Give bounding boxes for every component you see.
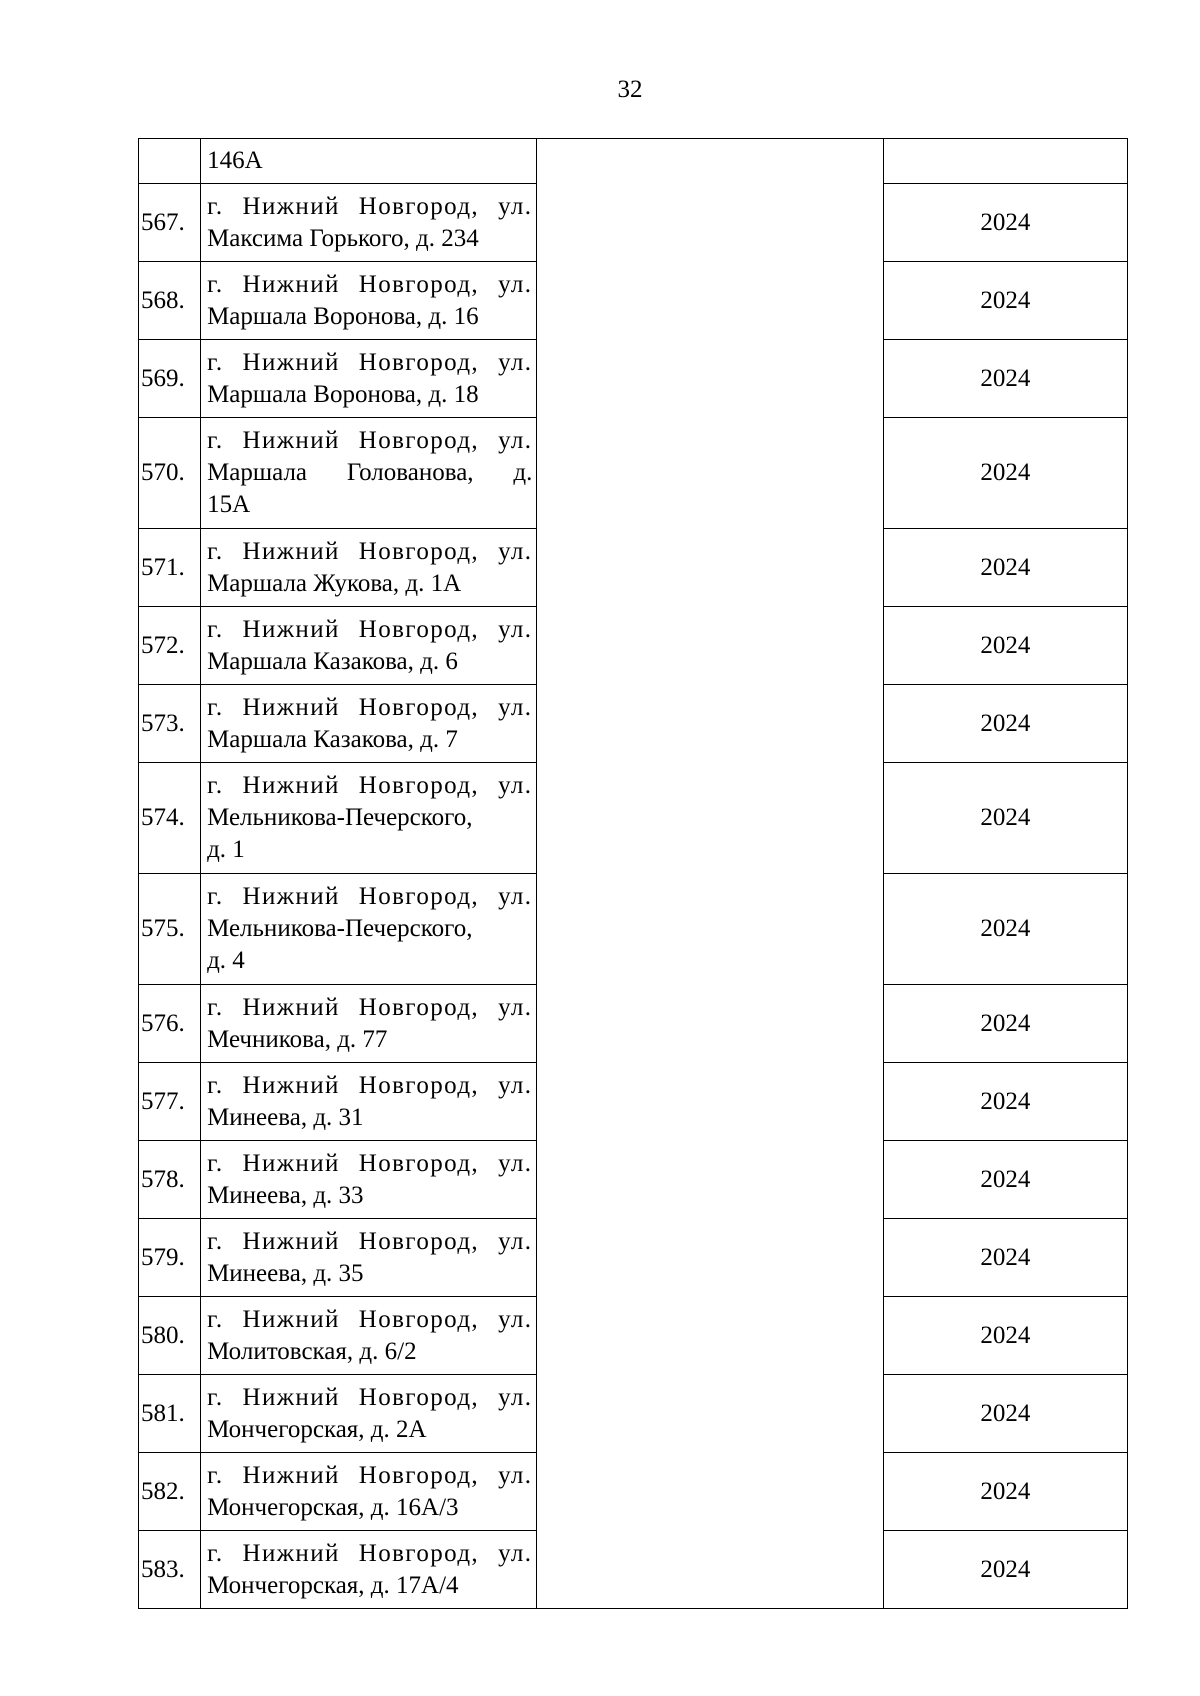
address-line-city: г. Нижний Новгород, ул. <box>207 1305 533 1333</box>
year-cell: 2024 <box>883 1063 1127 1141</box>
address-line-street: Маршала Казакова, д. 6 <box>207 647 458 675</box>
address-line-city: г. Нижний Новгород, ул. <box>207 1383 533 1411</box>
address-line-city: г. Нижний Новгород, ул. <box>207 348 533 376</box>
address-cell <box>201 1453 537 1531</box>
row-number: 573. <box>139 685 201 763</box>
address-line-city: г. Нижний Новгород, ул. <box>207 537 533 565</box>
address-cell <box>201 1141 537 1219</box>
address-line-city: г. Нижний Новгород, ул. <box>207 1461 533 1489</box>
address-cell <box>201 340 537 418</box>
address-line-city: г. Нижний Новгород, ул. <box>207 1539 533 1567</box>
row-number: 572. <box>139 607 201 685</box>
row-number: 582. <box>139 1453 201 1531</box>
address-cell <box>201 1531 537 1609</box>
row-number: 583. <box>139 1531 201 1609</box>
address-line-street: Максима Горького, д. 234 <box>207 224 479 252</box>
year-cell: 2024 <box>883 184 1127 262</box>
address-line-city: г. Нижний Новгород, ул. <box>207 883 533 910</box>
address-cell <box>201 1219 537 1297</box>
row-number: 567. <box>139 184 201 262</box>
year-cell: 2024 <box>883 262 1127 340</box>
address-table-body <box>139 139 1128 1609</box>
year-cell: 2024 <box>883 418 1127 529</box>
address-cell <box>201 607 537 685</box>
row-number: 576. <box>139 985 201 1063</box>
address-line-city: г. Нижний Новгород, ул. <box>207 427 533 454</box>
year-cell: 2024 <box>883 1219 1127 1297</box>
address-line-city: г. Нижний Новгород, ул. <box>207 1149 533 1177</box>
address-line-city: г. Нижний Новгород, ул. <box>207 993 533 1021</box>
address-line-street: Мельникова-Печерского, <box>207 804 473 831</box>
address-cell <box>201 685 537 763</box>
row-number-cell <box>139 139 201 184</box>
year-cell: 2024 <box>883 874 1127 985</box>
address-line-street: Мельникова-Печерского, <box>207 915 473 942</box>
address-line-city: г. Нижний Новгород, ул. <box>207 693 533 721</box>
year-cell: 2024 <box>883 1375 1127 1453</box>
address-table <box>138 138 1128 1609</box>
address-line-city: г. Нижний Новгород, ул. <box>207 615 533 643</box>
address-cell <box>201 1297 537 1375</box>
address-cell <box>201 139 537 184</box>
year-cell <box>883 139 1127 184</box>
row-number: 577. <box>139 1063 201 1141</box>
row-number: 570. <box>139 418 201 529</box>
address-cell <box>201 262 537 340</box>
address-line-city: г. Нижний Новгород, ул. <box>207 772 533 799</box>
address-line-city: г. Нижний Новгород, ул. <box>207 192 533 220</box>
address-line-house: д. 4 <box>207 947 245 974</box>
address-cell <box>201 985 537 1063</box>
row-number: 580. <box>139 1297 201 1375</box>
address-line-street: Минеева, д. 31 <box>207 1103 364 1131</box>
year-cell: 2024 <box>883 685 1127 763</box>
address-line-street: Минеева, д. 33 <box>207 1181 364 1209</box>
row-number: 578. <box>139 1141 201 1219</box>
address-line-street: Маршала Жукова, д. 1А <box>207 569 462 597</box>
address-line-street: Маршала Воронова, д. 16 <box>207 302 479 330</box>
year-cell: 2024 <box>883 985 1127 1063</box>
address-cell <box>201 418 537 529</box>
address-line-city: г. Нижний Новгород, ул. <box>207 1071 533 1099</box>
year-cell: 2024 <box>883 1141 1127 1219</box>
address-line-street: Мончегорская, д. 2А <box>207 1415 427 1443</box>
blank-merged-cell <box>537 139 883 1609</box>
address-cell <box>201 184 537 262</box>
address-line-house: 15А <box>207 491 251 518</box>
row-number: 571. <box>139 529 201 607</box>
row-number: 575. <box>139 874 201 985</box>
address-line-street: Маршала Голованова, д. <box>207 459 533 486</box>
address-line-street: Маршала Казакова, д. 7 <box>207 725 458 753</box>
year-cell: 2024 <box>883 1531 1127 1609</box>
year-cell: 2024 <box>883 340 1127 418</box>
address-line-street: Мончегорская, д. 16А/3 <box>207 1493 459 1521</box>
year-cell: 2024 <box>883 1297 1127 1375</box>
year-cell: 2024 <box>883 1453 1127 1531</box>
address-line: 146А <box>207 147 263 174</box>
address-line-street: Мечникова, д. 77 <box>207 1025 388 1053</box>
address-line-house: д. 1 <box>207 836 245 863</box>
address-cell <box>201 529 537 607</box>
address-line-city: г. Нижний Новгород, ул. <box>207 1227 533 1255</box>
address-line-street: Мончегорская, д. 17А/4 <box>207 1571 459 1599</box>
address-cell <box>201 1375 537 1453</box>
row-number: 581. <box>139 1375 201 1453</box>
address-cell <box>201 1063 537 1141</box>
address-line-city: г. Нижний Новгород, ул. <box>207 270 533 298</box>
address-cell <box>201 874 537 985</box>
table-row-continuation <box>139 139 1128 184</box>
year-cell: 2024 <box>883 607 1127 685</box>
address-cell <box>201 763 537 874</box>
year-cell: 2024 <box>883 529 1127 607</box>
row-number: 579. <box>139 1219 201 1297</box>
address-line-street: Молитовская, д. 6/2 <box>207 1337 417 1365</box>
address-line-street: Минеева, д. 35 <box>207 1259 364 1287</box>
page-number: 32 <box>617 76 643 103</box>
year-cell: 2024 <box>883 763 1127 874</box>
address-line-street: Маршала Воронова, д. 18 <box>207 380 479 408</box>
row-number: 568. <box>139 262 201 340</box>
row-number: 569. <box>139 340 201 418</box>
row-number: 574. <box>139 763 201 874</box>
